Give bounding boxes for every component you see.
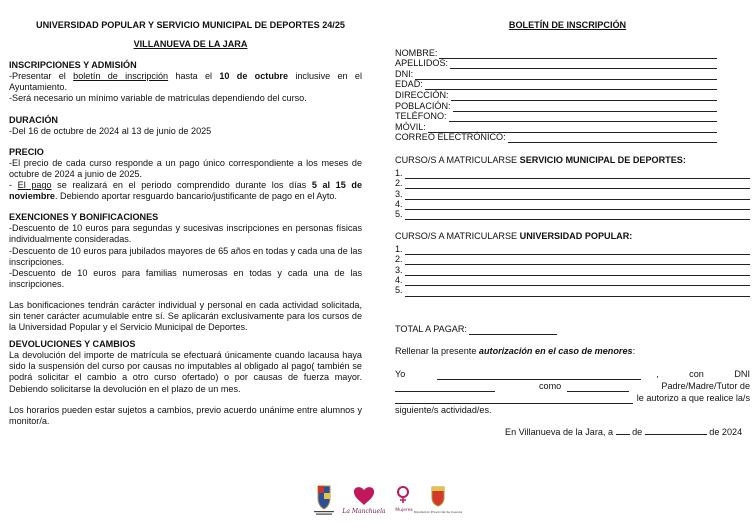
logo-strip (312, 482, 462, 518)
field-line[interactable] (415, 72, 717, 80)
bonificaciones-text: Las bonificaciones tendrán carácter individual y personal en cada actividad solicitada, sin tener carácter acumulable entre sí. Se aplicarán exclusivamente para los cursos de la Universidad Popular y el Servicio Municipal de Deportes. (9, 299, 362, 333)
document-subtitle: VILLANUEVA DE LA JARA (133, 39, 248, 50)
horarios-text: Los horarios pueden estar sujetos a cambios, previo acuerdo unánime entre alumnos y monitor/a. (9, 404, 362, 426)
svg-text:Diputación Provincial de Cuenc: Diputación Provincial de Cuenca (413, 510, 462, 514)
autorizacion-text: Yo , con DNI como Padre/Madre/Tutor de le autorizo a que realice la/s siguiente/s actividad/es. (395, 368, 750, 415)
duracion-text: -Del 16 de octubre de 2024 al 13 de junio de 2025 (9, 125, 212, 136)
field-line[interactable] (453, 104, 717, 112)
section-heading: EXENCIONES Y BONIFICACIONES (9, 212, 159, 223)
section-heading: PRECIO (9, 146, 44, 157)
mes-line[interactable] (645, 427, 707, 435)
section-inscripciones (9, 60, 362, 104)
svg-text:Mujeres: Mujeres (395, 508, 413, 513)
universidad-course-line[interactable]: 1. (395, 245, 750, 255)
section-precio (9, 147, 362, 202)
field-dni[interactable]: DNI: (395, 69, 717, 80)
precio-line-2: - El pago se realizará en el periodo comprendido durante los días 5 al 15 de noviembre. Debiendo aportar resguardo bancario/justificante de pago en el Ayto. (9, 180, 363, 202)
field-line[interactable] (449, 114, 717, 122)
deportes-course-list (395, 169, 750, 221)
la-manchuela-logo (341, 487, 386, 515)
total-a-pagar[interactable]: TOTAL A PAGAR: (395, 324, 750, 335)
section-heading: DEVOLUCIONES Y CAMBIOS (9, 339, 136, 350)
document-title: UNIVERSIDAD POPULAR Y SERVICIO MUNICIPAL DE DEPORTES 24/25 (36, 20, 345, 30)
dni-line[interactable] (395, 384, 495, 392)
section-heading: DURACIÓN (9, 114, 59, 125)
sponsor-logos (312, 482, 462, 518)
field-telefono[interactable]: TELÉFONO: (395, 112, 717, 123)
section-exenciones (9, 212, 362, 290)
info-column (9, 20, 362, 427)
form-title: BOLETÍN DE INSCRIPCIÓN (508, 20, 627, 30)
devoluciones-text: La devolución del importe de matrícula se efectuará únicamente cuando lacausa haya sido la suspensión del curso por causas no imputables al obligado al pago( también se podrá solicitar el cambio a otro curso ofertado) o por causas de fuerza mayor. Debiendo solicitarse la devolución en el plazo de un mes. (9, 350, 362, 394)
svg-text:La Manchuela: La Manchuela (342, 508, 386, 515)
deportes-course-line[interactable]: 4. (395, 200, 750, 210)
deportes-course-line[interactable]: 1. (395, 169, 750, 179)
section-heading: INSCRIPCIONES Y ADMISIÓN (9, 60, 137, 71)
total-line[interactable] (469, 327, 557, 335)
relacion-line[interactable] (567, 384, 629, 392)
autorizacion-intro: Rellenar la presente autorización en el caso de menores: (395, 345, 636, 356)
exencion-line-3: -Descuento de 10 euros para familias numerosas en todas y cada una de las inscripciones. (9, 267, 362, 289)
ayuntamiento-shield-logo (314, 486, 334, 515)
deportes-heading: CURSO/S A MATRICULARSE SERVICIO MUNICIPAL DE DEPORTES: (395, 155, 686, 166)
field-line[interactable] (425, 82, 717, 90)
diputacion-cuenca-logo (414, 487, 462, 514)
section-devoluciones (9, 339, 362, 394)
universidad-course-line[interactable]: 2. (395, 255, 750, 265)
exencion-line-2: -Descuento de 10 euros para jubilados mayores de 65 años en todas y cada una de las inscripciones. (9, 245, 362, 267)
closing-line: En Villanueva de la Jara, a de de 2024 (505, 427, 743, 437)
field-line[interactable] (450, 61, 717, 69)
nombre-tutor-line[interactable] (437, 372, 641, 380)
field-line[interactable] (439, 51, 717, 59)
deportes-course-line[interactable]: 3. (395, 189, 750, 199)
boletin-link: boletín de inscripción (73, 71, 169, 82)
field-edad[interactable]: EDAD: (395, 80, 717, 91)
universidad-course-line[interactable]: 4. (395, 276, 750, 286)
personal-fields (395, 48, 717, 143)
form-column (395, 20, 750, 437)
field-nombre[interactable]: NOMBRE: (395, 48, 717, 59)
field-poblacion[interactable]: POBLACIÓN: (395, 101, 717, 112)
menor-nombre-line[interactable] (395, 396, 633, 404)
field-direccion[interactable]: DIRECCIÓN: (395, 90, 717, 101)
deportes-course-line[interactable]: 5. (395, 210, 750, 220)
field-line[interactable] (451, 93, 717, 101)
mujeres-logo (395, 487, 413, 513)
universidad-heading: CURSO/S A MATRICULARSE UNIVERSIDAD POPULAR: (395, 231, 633, 242)
universidad-course-line[interactable]: 5. (395, 286, 750, 296)
field-correo[interactable]: CORREO ELECTRÓNICO: (395, 133, 717, 144)
inscripciones-line-2: -Será necesario un mínimo variable de matrículas dependiendo del curso. (9, 93, 307, 104)
section-duracion (9, 115, 362, 137)
field-apellidos[interactable]: APELLIDOS: (395, 59, 717, 70)
inscripciones-line-1: -Presentar el boletín de inscripción hasta el 10 de octubre inclusive en el Ayuntamiento. (9, 71, 362, 93)
field-line[interactable] (508, 135, 717, 143)
deportes-course-line[interactable]: 2. (395, 179, 750, 189)
universidad-course-line[interactable]: 3. (395, 265, 750, 275)
field-movil[interactable]: MÓVIL: (395, 122, 717, 133)
universidad-course-list (395, 245, 750, 297)
dia-line[interactable] (616, 427, 630, 435)
precio-line-1: -El precio de cada curso responde a un pago único correspondiente a los meses de octubre de 2024 a junio de 2025. (9, 157, 362, 179)
exencion-line-1: -Descuento de 10 euros para segundas y sucesivas inscripciones en personas físicas individualmente consideradas. (9, 223, 362, 245)
